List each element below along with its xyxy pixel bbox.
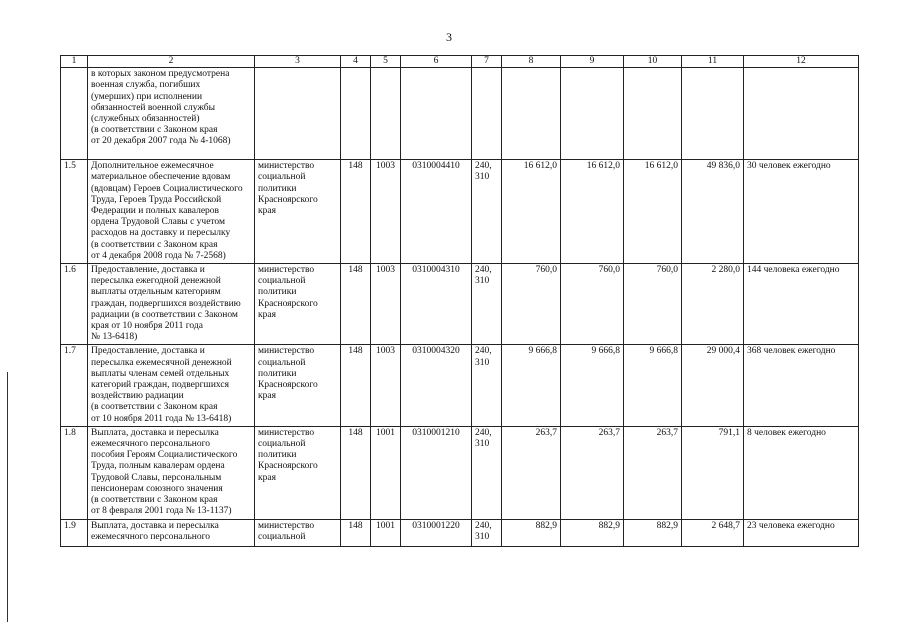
table-row <box>61 160 859 264</box>
row-col6: 0310001220 <box>401 519 472 546</box>
row-col7: 240, 310 <box>472 345 502 426</box>
row-col9: 882,9 <box>561 519 624 546</box>
row-col5 <box>371 68 401 160</box>
row-col11: 791,1 <box>682 426 744 519</box>
row-number <box>61 68 88 160</box>
row-col4: 148 <box>341 160 371 264</box>
row-col10: 760,0 <box>624 264 682 345</box>
row-col10 <box>624 68 682 160</box>
column-header: 7 <box>472 56 502 68</box>
row-col7: 240, 310 <box>472 426 502 519</box>
row-col12: 30 человек ежегодно <box>744 160 859 264</box>
row-number: 1.8 <box>61 426 88 519</box>
row-description: Выплата, доставка и пересылка ежемесячного персонального <box>88 519 255 546</box>
row-number: 1.6 <box>61 264 88 345</box>
column-header: 12 <box>744 56 859 68</box>
column-header: 10 <box>624 56 682 68</box>
row-col11: 29 000,4 <box>682 345 744 426</box>
row-col6: 0310004410 <box>401 160 472 264</box>
table-row <box>61 68 859 160</box>
row-col4: 148 <box>341 345 371 426</box>
row-col8: 9 666,8 <box>502 345 561 426</box>
row-ministry: министерство социальной политики Красноярского края <box>255 160 341 264</box>
row-ministry <box>255 68 341 160</box>
row-col5: 1003 <box>371 264 401 345</box>
row-description: Выплата, доставка и пересылка ежемесячного персонального пособия Героям Социалистического Труда, полным кавалерам ордена Трудовой Славы, персональным пенсионерам союзного значения (в соответствии с Законом края от 8 февраля 2001 года № 13-1137) <box>88 426 255 519</box>
column-header: 6 <box>401 56 472 68</box>
column-header: 9 <box>561 56 624 68</box>
row-col12: 23 человека ежегодно <box>744 519 859 546</box>
column-header: 4 <box>341 56 371 68</box>
row-col4: 148 <box>341 519 371 546</box>
row-description: в которых законом предусмотрена военная служба, погибших (умерших) при исполнении обязанностей военной службы (служебных обязанностей) (в соответствии с Законом края от 20 декабря 2007 года № 4-1068) <box>88 68 255 160</box>
row-col9: 760,0 <box>561 264 624 345</box>
page-number: 3 <box>446 30 452 44</box>
row-col8: 882,9 <box>502 519 561 546</box>
row-col9: 16 612,0 <box>561 160 624 264</box>
column-header: 3 <box>255 56 341 68</box>
row-ministry: министерство социальной политики Красноярского края <box>255 426 341 519</box>
table-row <box>61 345 859 426</box>
row-col11 <box>682 68 744 160</box>
row-col10: 263,7 <box>624 426 682 519</box>
column-header: 11 <box>682 56 744 68</box>
row-ministry: министерство социальной <box>255 519 341 546</box>
row-col6: 0310004310 <box>401 264 472 345</box>
row-col5: 1001 <box>371 426 401 519</box>
row-col4: 148 <box>341 264 371 345</box>
table-row <box>61 426 859 519</box>
row-description: Предоставление, доставка и пересылка ежемесячной денежной выплаты членам семей отдельных категорий граждан, подвергшихся воздействию радиации (в соответствии с Законом края от 10 ноября 2011 года № 13-6418) <box>88 345 255 426</box>
row-col9: 263,7 <box>561 426 624 519</box>
row-col10: 16 612,0 <box>624 160 682 264</box>
row-col8: 760,0 <box>502 264 561 345</box>
header-row <box>61 56 859 68</box>
row-col7 <box>472 68 502 160</box>
row-ministry: министерство социальной политики Красноярского края <box>255 264 341 345</box>
row-col10: 882,9 <box>624 519 682 546</box>
row-col9: 9 666,8 <box>561 345 624 426</box>
row-col6: 0310004320 <box>401 345 472 426</box>
row-description: Дополнительное ежемесячное материальное обеспечение вдовам (вдовцам) Героев Социалистического Труда, Героев Труда Российской Федерации и полных кавалеров ордена Трудовой Славы с учетом расходов на доставку и пересылку (в соответствии с Законом края от 4 декабря 2008 года № 7-2568) <box>88 160 255 264</box>
row-col7: 240, 310 <box>472 160 502 264</box>
row-col11: 2 280,0 <box>682 264 744 345</box>
row-number: 1.7 <box>61 345 88 426</box>
row-col5: 1003 <box>371 345 401 426</box>
table-row <box>61 519 859 546</box>
row-col7: 240, 310 <box>472 519 502 546</box>
row-col12 <box>744 68 859 160</box>
row-col5: 1003 <box>371 160 401 264</box>
margin-rule <box>7 372 8 622</box>
row-number: 1.5 <box>61 160 88 264</box>
row-col8: 16 612,0 <box>502 160 561 264</box>
row-description: Предоставление, доставка и пересылка ежегодной денежной выплаты отдельным категориям граждан, подвергшихся воздействию радиации (в соответствии с Законом края от 10 ноября 2011 года № 13-6418) <box>88 264 255 345</box>
table-row <box>61 264 859 345</box>
row-col10: 9 666,8 <box>624 345 682 426</box>
budget-table <box>60 55 859 547</box>
row-col4: 148 <box>341 426 371 519</box>
row-ministry: министерство социальной политики Красноярского края <box>255 345 341 426</box>
row-col6: 0310001210 <box>401 426 472 519</box>
column-header: 8 <box>502 56 561 68</box>
row-col6 <box>401 68 472 160</box>
row-col12: 368 человек ежегодно <box>744 345 859 426</box>
row-col12: 144 человека ежегодно <box>744 264 859 345</box>
column-header: 1 <box>61 56 88 68</box>
row-col11: 2 648,7 <box>682 519 744 546</box>
row-col11: 49 836,0 <box>682 160 744 264</box>
row-col8: 263,7 <box>502 426 561 519</box>
row-col9 <box>561 68 624 160</box>
row-col12: 8 человек ежегодно <box>744 426 859 519</box>
column-header: 2 <box>88 56 255 68</box>
row-number: 1.9 <box>61 519 88 546</box>
row-col4 <box>341 68 371 160</box>
column-header: 5 <box>371 56 401 68</box>
row-col5: 1001 <box>371 519 401 546</box>
row-col8 <box>502 68 561 160</box>
row-col7: 240, 310 <box>472 264 502 345</box>
